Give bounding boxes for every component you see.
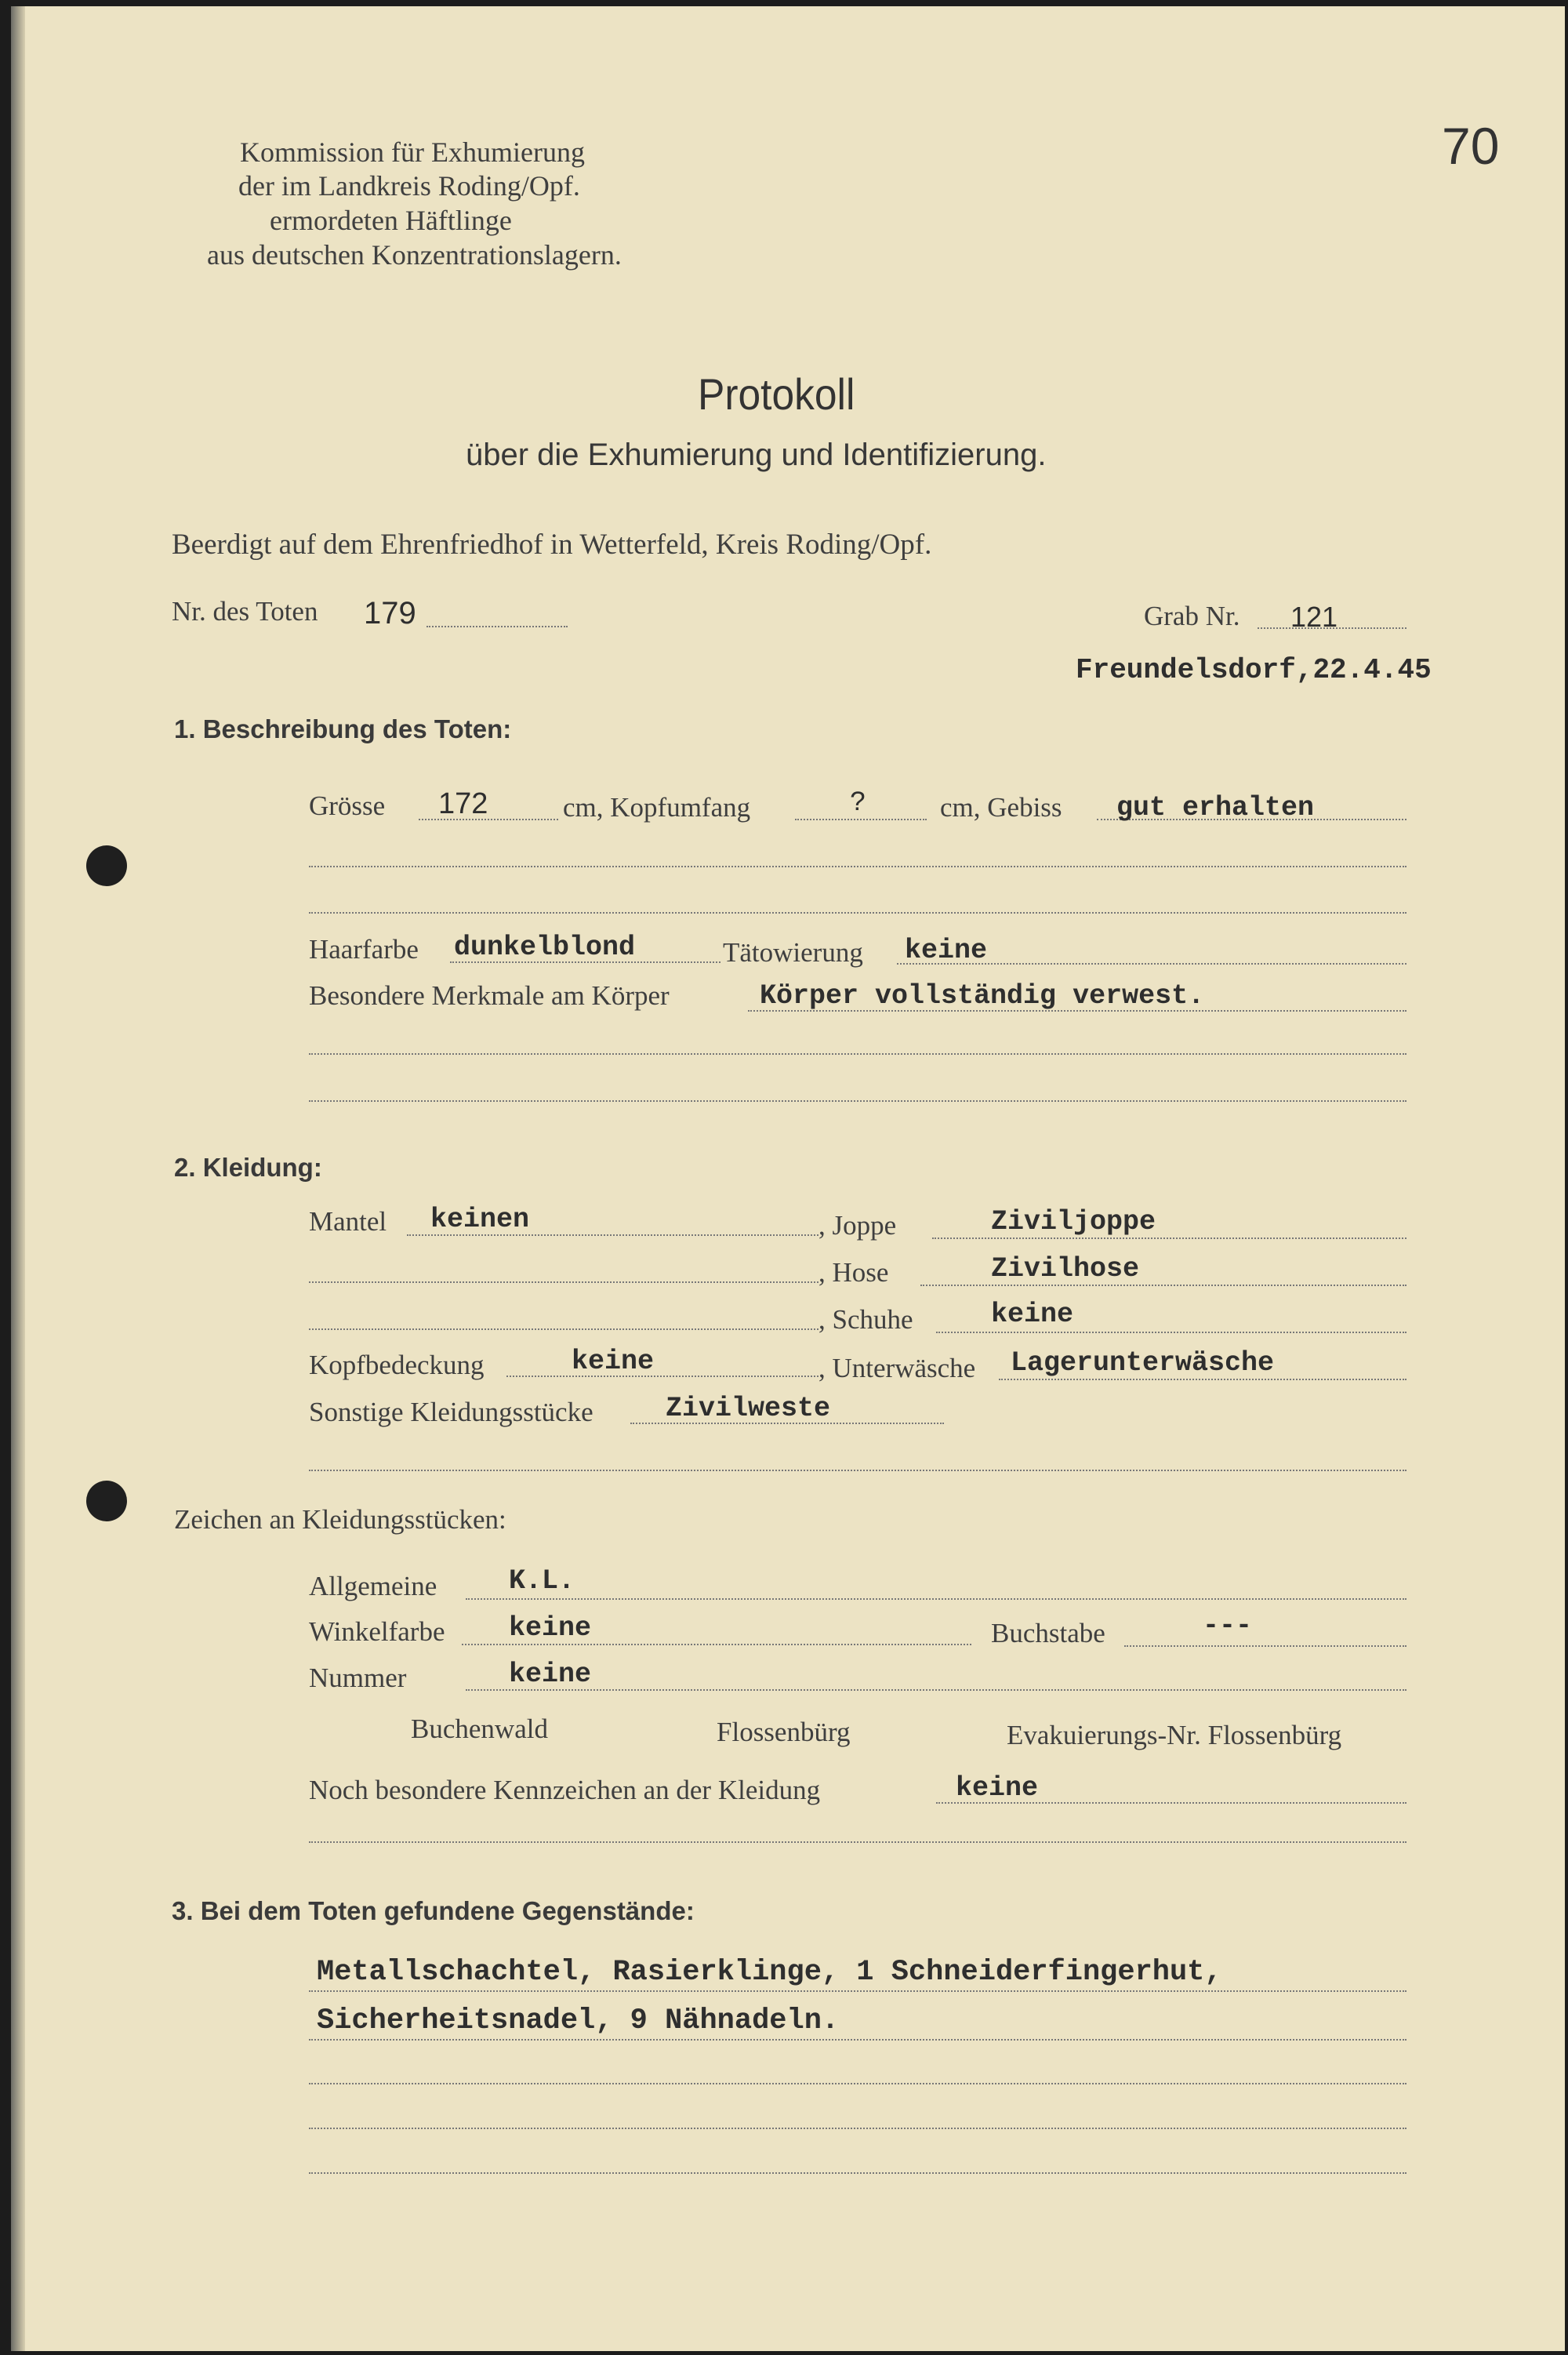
page-subtitle: über die Exhumierung und Identifizierung. [466, 438, 1047, 472]
underwear-label: , Unterwäsche [818, 1353, 976, 1383]
other-clothing-label: Sonstige Kleidungsstücke [309, 1397, 593, 1427]
triangle-colour-dots [462, 1644, 971, 1645]
triangle-colour-value: keine [509, 1612, 592, 1644]
head-circumference-dots [795, 819, 927, 820]
commission-line-2: der im Landkreis Roding/Opf. [238, 170, 580, 202]
hair-value: dunkelblond [454, 932, 636, 963]
trousers-line-left [309, 1281, 818, 1283]
found-items-line-1: Metallschachtel, Rasierklinge, 1 Schneiderfingerhut, [317, 1956, 1222, 1989]
grave-no-label: Grab Nr. [1144, 601, 1240, 631]
found-items-line-2: Sicherheitsnadel, 9 Nähnadeln. [317, 2004, 840, 2037]
page-number: 70 [1442, 117, 1500, 175]
jacket-dots [932, 1237, 1406, 1239]
tattoo-value: keine [905, 935, 988, 966]
clothing-marks-heading: Zeichen an Kleidungsstücken: [174, 1504, 506, 1535]
found-items-blank-line-2 [309, 2128, 1406, 2129]
letter-dots [1124, 1645, 1406, 1647]
found-items-blank-line-3 [309, 2172, 1406, 2174]
number-value: keine [509, 1659, 592, 1690]
section2-blank-line [309, 1470, 1406, 1471]
body-marks-label: Besondere Merkmale am Körper [309, 980, 670, 1011]
tattoo-label: Tätowierung [723, 937, 863, 968]
jacket-label: , Joppe [818, 1210, 897, 1241]
section1-blank-line-3 [309, 1053, 1406, 1055]
general-mark-value: K.L. [509, 1565, 575, 1597]
shoes-dots [936, 1332, 1406, 1333]
found-items-blank-line-1 [309, 2083, 1406, 2084]
dead-no-value: 179 [364, 596, 416, 631]
section1-blank-line-2 [309, 912, 1406, 914]
headwear-label: Kopfbedeckung [309, 1350, 485, 1380]
shoes-line-left [309, 1328, 818, 1330]
commission-line-1: Kommission für Exhumierung [240, 136, 585, 168]
trousers-value: Zivilhose [991, 1253, 1140, 1285]
letter-label: Buchstabe [991, 1618, 1105, 1648]
commission-line-4: aus deutschen Konzentrationslagern. [207, 239, 622, 271]
found-items-dots-1 [309, 1990, 1406, 1992]
section3-heading: 3. Bei dem Toten gefundene Gegenstände: [172, 1896, 695, 1925]
other-marks-label: Noch besondere Kennzeichen an der Kleidung [309, 1775, 821, 1805]
letter-value: --- [1203, 1610, 1253, 1641]
hair-label: Haarfarbe [309, 934, 419, 965]
headwear-dots [506, 1376, 818, 1377]
column-buchenwald: Buchenwald [411, 1714, 548, 1744]
height-label: Grösse [309, 790, 386, 821]
protocol-page [11, 6, 1565, 2351]
trousers-label: , Hose [818, 1257, 889, 1288]
burial-line: Beerdigt auf dem Ehrenfriedhof in Wetterfeld, Kreis Roding/Opf. [172, 529, 932, 561]
section1-heading: 1. Beschreibung des Toten: [174, 714, 512, 743]
other-clothing-value: Zivilweste [666, 1393, 831, 1424]
shoes-value: keine [991, 1299, 1074, 1330]
page-title: Protokoll [698, 369, 855, 419]
jacket-value: Ziviljoppe [991, 1206, 1156, 1237]
coat-label: Mantel [309, 1206, 387, 1237]
underwear-value: Lagerunterwäsche [1011, 1347, 1275, 1379]
shoes-label: , Schuhe [818, 1304, 913, 1335]
section1-blank-line-1 [309, 866, 1406, 867]
coat-value: keinen [430, 1204, 530, 1235]
body-marks-value: Körper vollständig verwest. [760, 980, 1205, 1012]
punch-hole-bottom [86, 1481, 127, 1521]
other-marks-value: keine [956, 1772, 1039, 1804]
general-mark-label: Allgemeine [309, 1571, 437, 1601]
trousers-dots [920, 1285, 1406, 1286]
headwear-value: keine [572, 1346, 655, 1377]
dead-no-label: Nr. des Toten [172, 596, 318, 627]
punch-hole-top [86, 845, 127, 886]
underwear-dots [999, 1379, 1406, 1380]
place-date: Freundelsdorf,22.4.45 [1076, 654, 1432, 686]
column-flossenbuerg: Flossenbürg [717, 1717, 851, 1747]
head-circumference-value: ? [850, 787, 867, 819]
head-circumference-label: cm, Kopfumfang [563, 792, 751, 823]
commission-line-3: ermordeten Häftlinge [270, 205, 512, 236]
teeth-value: gut erhalten [1116, 792, 1315, 823]
dead-no-dots [426, 626, 568, 627]
marks-blank-line [309, 1841, 1406, 1843]
grave-no-value: 121 [1290, 601, 1338, 633]
general-mark-dots [466, 1598, 1406, 1600]
number-label: Nummer [309, 1663, 407, 1693]
teeth-label: cm, Gebiss [940, 792, 1062, 823]
column-evacuation-no: Evakuierungs-Nr. Flossenbürg [1007, 1720, 1342, 1750]
triangle-colour-label: Winkelfarbe [309, 1616, 445, 1647]
found-items-dots-2 [309, 2039, 1406, 2041]
section1-blank-line-4 [309, 1100, 1406, 1102]
number-dots [466, 1689, 1406, 1691]
height-value: 172 [438, 787, 488, 820]
section2-heading: 2. Kleidung: [174, 1153, 322, 1182]
